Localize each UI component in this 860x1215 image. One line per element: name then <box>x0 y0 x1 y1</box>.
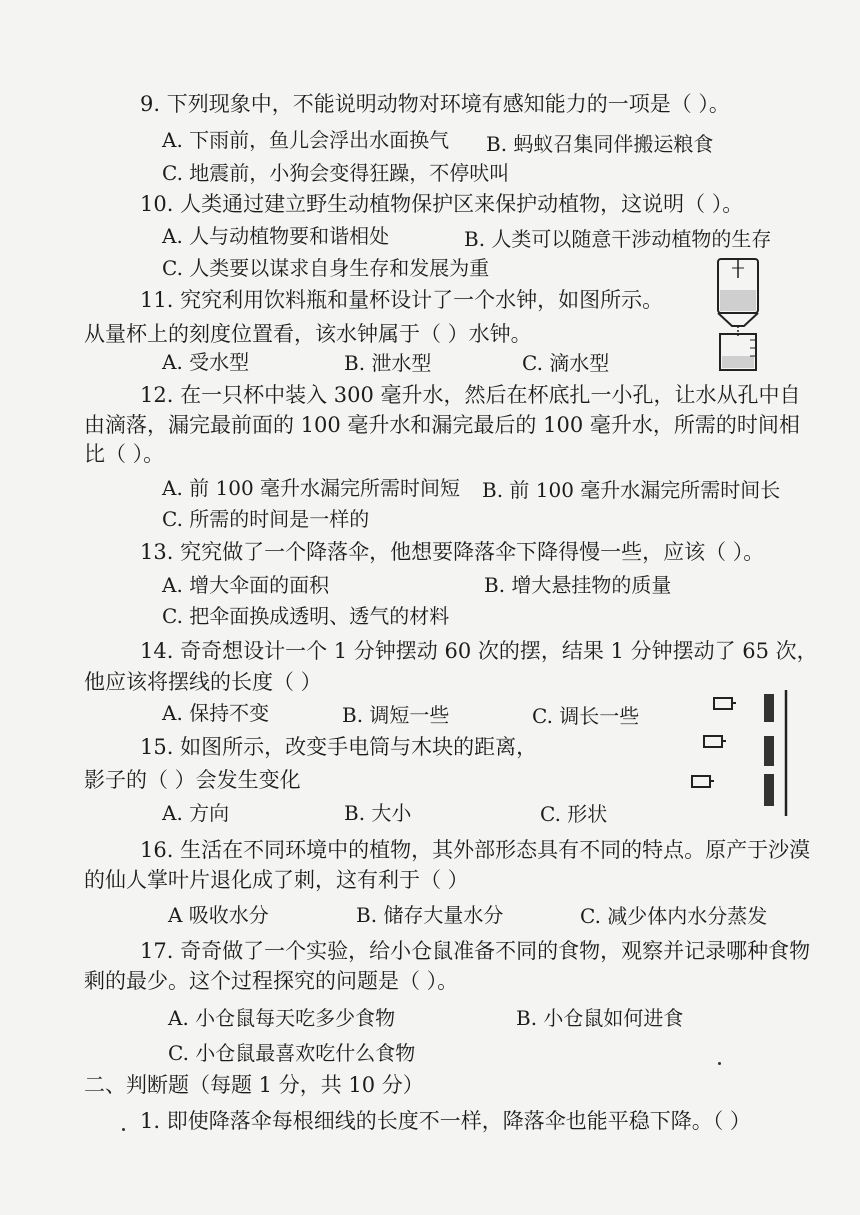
question-17-stem-line-1: 17. 奇奇做了一个实验，给小仓鼠准备不同的食物，观察并记录哪种食物 <box>140 939 811 963</box>
question-12-stem-line-2: 由滴落，漏完最前面的 100 毫升水和漏完最后的 100 毫升水，所需的时间相 <box>84 413 800 437</box>
question-14-option-c: C. 调长一些 <box>532 704 640 728</box>
question-16-option-c: C. 减少体内水分蒸发 <box>580 904 768 928</box>
question-13-stem: 13. 究究做了一个降落伞，他想要降落伞下降得慢一些，应该（ ）。 <box>140 540 765 564</box>
question-14-stem-line-2: 他应该将摆线的长度（ ） <box>84 670 322 694</box>
question-12-stem-line-3: 比（ ）。 <box>84 442 165 466</box>
question-17-stem-line-2: 剩的最少。这个过程探究的问题是（ ）。 <box>84 969 459 993</box>
question-17-option-b: B. 小仓鼠如何进食 <box>516 1006 684 1030</box>
question-16-stem-line-2: 的仙人掌叶片退化成了刺，这有利于（ ） <box>84 868 469 892</box>
question-11-stem-line-2: 从量杯上的刻度位置看，该水钟属于（ ）水钟。 <box>84 322 532 346</box>
question-16-option-a: A 吸收水分 <box>168 903 269 927</box>
question-13-option-a: A. 增大伞面的面积 <box>162 573 330 597</box>
judgment-item-1: 1. 即使降落伞每根细线的长度不一样，降落伞也能平稳下降。（ ） <box>140 1109 751 1133</box>
question-14-stem-line-1: 14. 奇奇想设计一个 1 分钟摆动 60 次的摆，结果 1 分钟摆动了 65 次， <box>140 639 818 663</box>
question-15-stem-line-2: 影子的（ ）会发生变化 <box>84 768 301 792</box>
question-9-stem: 9. 下列现象中，不能说明动物对环境有感知能力的一项是（ ）。 <box>140 92 730 116</box>
question-16-option-b: B. 储存大量水分 <box>356 903 504 927</box>
question-13-option-b: B. 增大悬挂物的质量 <box>484 573 672 597</box>
question-12-option-b: B. 前 100 毫升水漏完所需时间长 <box>482 478 781 502</box>
question-15-option-b: B. 大小 <box>344 801 412 825</box>
question-10-option-a: A. 人与动植物要和谐相处 <box>162 224 390 248</box>
question-14-option-a: A. 保持不变 <box>162 701 270 725</box>
question-14-option-b: B. 调短一些 <box>342 703 450 727</box>
question-10-option-b: B. 人类可以随意干涉动植物的生存 <box>464 227 772 251</box>
question-13-option-c: C. 把伞面换成透明、透气的材料 <box>162 604 450 628</box>
question-17-option-a: A. 小仓鼠每天吃多少食物 <box>168 1006 396 1030</box>
question-15-option-c: C. 形状 <box>540 802 608 826</box>
question-11-option-c: C. 滴水型 <box>522 351 610 375</box>
question-12-option-a: A. 前 100 毫升水漏完所需时间短 <box>162 476 461 500</box>
question-15-option-a: A. 方向 <box>162 801 230 825</box>
question-9-option-a: A. 下雨前，鱼儿会浮出水面换气 <box>162 128 450 152</box>
question-11-stem-line-1: 11. 究究利用饮料瓶和量杯设计了一个水钟，如图所示。 <box>140 288 664 312</box>
question-9-option-b: B. 蚂蚁召集同伴搬运粮食 <box>486 132 714 156</box>
question-11-option-a: A. 受水型 <box>162 350 250 374</box>
section-2-heading: 二、判断题（每题 1 分，共 10 分） <box>84 1073 424 1097</box>
question-10-stem: 10. 人类通过建立野生动植物保护区来保护动植物，这说明（ ）。 <box>140 192 744 216</box>
scan-speck <box>122 1128 125 1131</box>
question-9-option-c: C. 地震前，小狗会变得狂躁，不停吠叫 <box>162 161 510 185</box>
question-16-stem-line-1: 16. 生活在不同环境中的植物，其外部形态具有不同的特点。原产于沙漠 <box>140 838 811 862</box>
water-clock-figure <box>712 256 764 374</box>
question-10-option-c: C. 人类要以谋求自身生存和发展为重 <box>162 256 490 280</box>
flashlight-shadow-figure <box>690 688 800 818</box>
question-12-stem-line-1: 12. 在一只杯中装入 300 毫升水，然后在杯底扎一小孔，让水从孔中自 <box>140 383 801 407</box>
question-15-stem-line-1: 15. 如图所示，改变手电筒与木块的距离， <box>140 735 538 759</box>
question-11-option-b: B. 泄水型 <box>344 351 432 375</box>
question-12-option-c: C. 所需的时间是一样的 <box>162 507 370 531</box>
scan-speck <box>718 1062 721 1065</box>
question-17-option-c: C. 小仓鼠最喜欢吃什么食物 <box>168 1041 416 1065</box>
